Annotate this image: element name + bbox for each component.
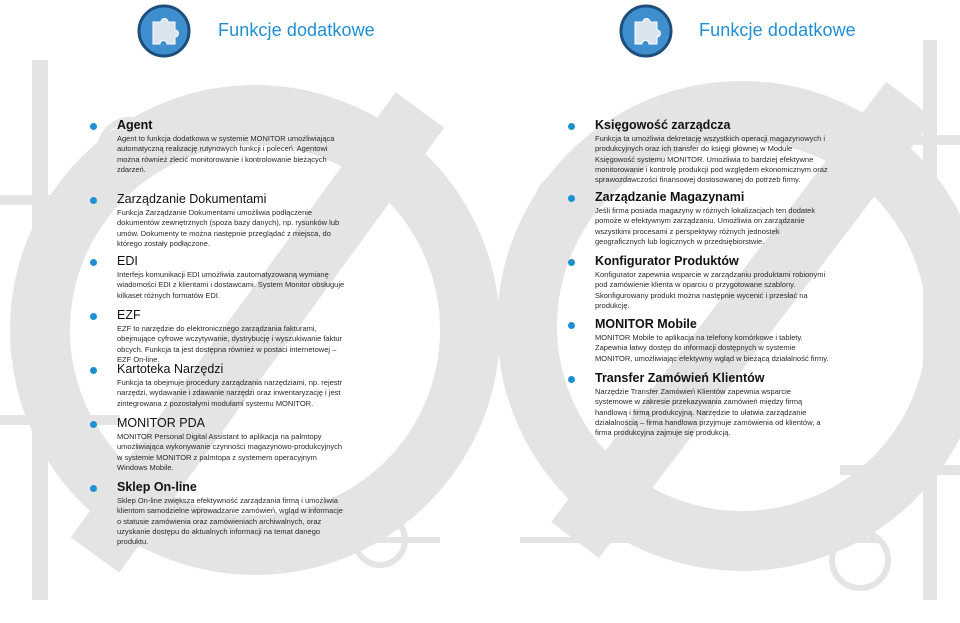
feature-description: Funkcja ta umożliwia dekretację wszystkich operacji magazynowych i produkcyjnych oraz ich transfer do księgi głównej w Module Księgowość systemu MONITOR. Umożliwia to bardziej efektywne monitorowanie i kontrolę produkcji pod względem ekonomicznym oraz sprawozdawczości finansowej dostosowanej do potrzeb firmy.	[595, 134, 828, 185]
feature-description: MONITOR Personal Digital Assistant to aplikacja na palmtopy umożliwiająca wykonywanie czynności magazynowo-produkcyjnych w systemie MONITOR z palmtopa z systemem operacyjnym Windows Mobile.	[117, 432, 343, 472]
feature-title: Księgowość zarządcza	[595, 118, 731, 132]
feature-edi	[90, 254, 348, 308]
feature-description: Narzędzie Transfer Zamówień Klientów zapewnia wsparcie systemowe w zakresie przekazywania zamówień między firmą handlową i firmą produkcyjną. Narzędzie to ułatwia zarządzanie działalnością – firma handlowa przyjmuje zamówienia od klientów, a firma produkcyjna zajmuje się produkcją.	[595, 387, 821, 438]
feature-title: MONITOR PDA	[117, 416, 205, 430]
page-title-right: Funkcje dodatkowe	[699, 20, 856, 40]
feature-description: MONITOR Mobile to aplikacja na telefony komórkowe i tablety. Zapewnia łatwy dostęp do informacji dostępnych w systemie MONITOR, umożliwiając efektywny wgląd w bieżącą działalność firmy.	[595, 333, 829, 363]
feature-zarzadzanie-magazynami	[568, 190, 830, 254]
feature-agent	[90, 118, 348, 192]
feature-sklep-online	[90, 480, 348, 547]
feature-description: Interfejs komunikacji EDI umożliwia zautomatyzowaną wymianę wiadomości EDI z klientami i dostawcami. System Monitor obsługuje kilkaset różnych formatów EDI.	[117, 270, 345, 300]
feature-description: Konfigurator zapewnia wsparcie w zarządzaniu produktami robionymi pod zamówienie klienta w oparciu o przygotowane szablony. Skonfigurowany produkt można następnie wycenić i przesłać na produkcję.	[595, 270, 826, 310]
bullet-icon	[90, 313, 97, 320]
feature-description: EZF to narzędzie do elektronicznego zarządzania fakturami, obejmujące cyfrowe wczytywanie, dystrybucję i wyszukiwanie faktur obcych. Funkcja ta jest dostępna również w postaci internetowej – EZF On-line.	[117, 324, 343, 364]
puzzle-icon	[137, 4, 191, 58]
feature-title: MONITOR Mobile	[595, 317, 697, 331]
bullet-icon	[568, 195, 575, 202]
feature-transfer-zamowien-klientow	[568, 371, 830, 438]
feature-description: Funkcja ta obejmuje procedury zarządzania narzędziami, np. rejestr narzędzi, wydawanie i zdawanie narzędzi oraz inwentaryzację i jest zintegrowana z pozostałymi modułami systemu MONITOR.	[117, 378, 343, 408]
feature-title: Transfer Zamówień Klientów	[595, 371, 765, 385]
feature-title: Zarządzanie Dokumentami	[117, 192, 267, 206]
feature-description: Jeśli firma posiada magazyny w różnych lokalizacjach ten dodatek pomoże w efektywnym zarządzaniu. Umożliwia on zarządzanie wszystkimi procesami z perspektywy różnych jednostek geograficznych lub logicznych w przedsiębiorstwie.	[595, 206, 816, 246]
bullet-icon	[568, 322, 575, 329]
feature-monitor-pda	[90, 416, 348, 480]
bullet-icon	[90, 123, 97, 130]
right-feature-list	[568, 118, 830, 438]
feature-konfigurator-produktow	[568, 254, 830, 317]
feature-title: EZF	[117, 308, 141, 322]
feature-title: Zarządzanie Magazynami	[595, 190, 745, 204]
puzzle-icon	[619, 4, 673, 58]
feature-title: Kartoteka Narzędzi	[117, 362, 224, 376]
bullet-icon	[568, 259, 575, 266]
bullet-icon	[90, 197, 97, 204]
feature-title: EDI	[117, 254, 138, 268]
feature-title: Sklep On-line	[117, 480, 197, 494]
feature-title: Agent	[117, 118, 153, 132]
feature-ksiegowosc-zarzadcza	[568, 118, 830, 190]
left-feature-list	[90, 118, 348, 547]
feature-zarzadzanie-dokumentami	[90, 192, 348, 254]
page-title-left: Funkcje dodatkowe	[218, 20, 375, 40]
bullet-icon	[90, 421, 97, 428]
bullet-icon	[90, 367, 97, 374]
feature-description: Sklep On-line zwiększa efektywność zarządzania firmą i umożliwia klientom samodzielne wprowadzanie zamówień, wgląd w informacje o statusie zamówienia oraz zamówieniach archiwalnych, oraz uzyskanie dostępu do aktualnych informacji na temat danego produktu.	[117, 496, 343, 547]
feature-ezf	[90, 308, 348, 362]
feature-kartoteka-narzedzi	[90, 362, 348, 416]
feature-title: Konfigurator Produktów	[595, 254, 739, 268]
bullet-icon	[90, 259, 97, 266]
feature-monitor-mobile	[568, 317, 830, 371]
feature-description: Funkcja Zarządzanie Dokumentami umożliwia podłączenie dokumentów zewnętrznych (spoza bazy danych), np. rysunków lub umów. Dokumenty te można następnie przeglądać z miejsca, do którego zostały podłączone.	[117, 208, 340, 248]
feature-description: Agent to funkcja dodatkowa w systemie MONITOR umożliwiająca automatyczną realizację rutynowych funkcji i poleceń. Agentowi można również zlecić monitorowanie i kontrolowanie bieżących zdarzeń.	[117, 134, 335, 174]
bullet-icon	[568, 376, 575, 383]
bullet-icon	[568, 123, 575, 130]
bullet-icon	[90, 485, 97, 492]
